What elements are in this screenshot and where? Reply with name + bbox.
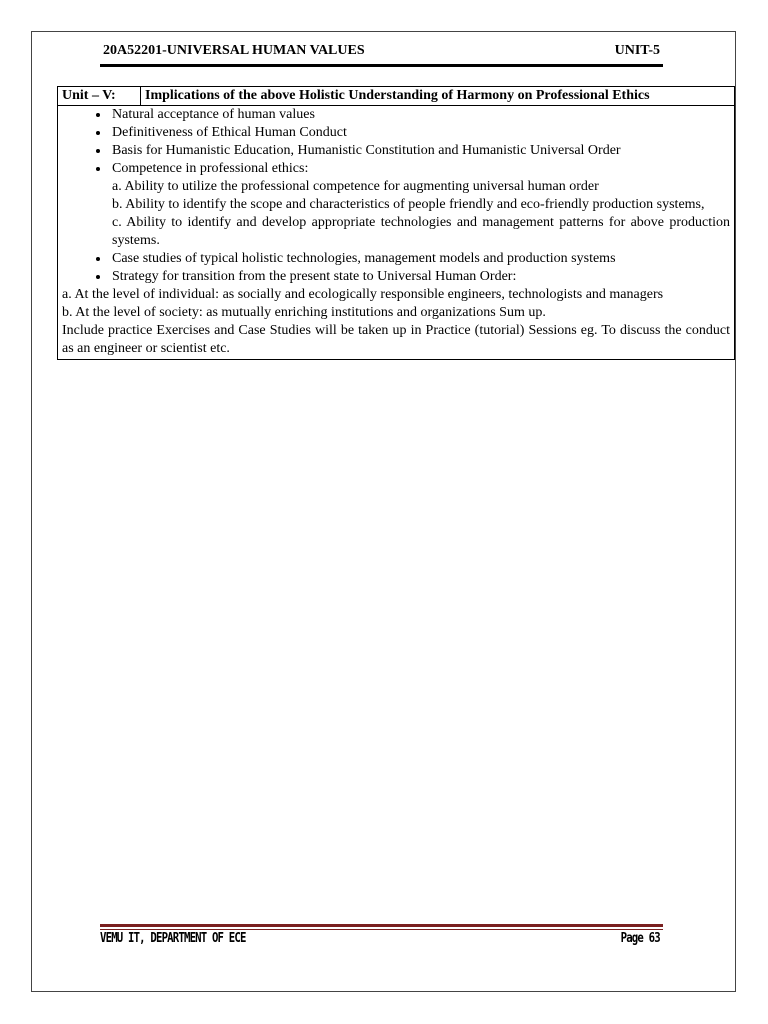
unit-label: Unit – V:	[58, 87, 141, 106]
level-item: b. At the level of society: as mutually enriching institutions and organizations Sum up.	[62, 305, 546, 320]
topic-item: • Basis for Humanistic Education, Humanistic Constitution and Humanistic Universal Order	[110, 142, 730, 160]
department-name: VEMU IT, DEPARTMENT OF ECE	[100, 931, 246, 946]
level-item: a. At the level of individual: as socially and ecologically responsible engineers, technologists and managers	[62, 287, 664, 302]
footer-divider	[100, 924, 663, 927]
syllabus-header-row	[58, 87, 735, 106]
topic-item: • Case studies of typical holistic technologies, management models and production systems	[110, 250, 730, 268]
header-divider	[100, 64, 663, 67]
course-title: 20A52201-UNIVERSAL HUMAN VALUES	[103, 43, 365, 58]
topic-item: • Competence in professional ethics: a. Ability to utilize the professional competence for augmenting universal human order b. Ability to identify the scope and characteristics of people friendly and eco-friendly production systems, c. Ability to identify and develop appropriate technologies and management patterns for above production systems.	[110, 160, 730, 250]
sub-topic: c. Ability to identify and develop appropriate technologies and management patterns for above production systems.	[112, 215, 730, 248]
syllabus-content-row	[58, 106, 735, 360]
footer-divider-thin	[100, 929, 663, 930]
topic-item: • Definitiveness of Ethical Human Conduct	[110, 124, 730, 142]
topic-item: • Strategy for transition from the present state to Universal Human Order:	[110, 268, 730, 286]
unit-number: UNIT-5	[614, 43, 660, 58]
topic-list	[62, 106, 730, 286]
topic-item: • Natural acceptance of human values	[110, 106, 730, 124]
syllabus-content	[58, 106, 735, 360]
sub-topic: b. Ability to identify the scope and characteristics of people friendly and eco-friendly production systems,	[112, 197, 705, 212]
page-number: Page 63	[620, 931, 660, 946]
practice-note: Include practice Exercises and Case Studies will be taken up in Practice (tutorial) Sessions eg. To discuss the conduct as an engineer or scientist etc.	[62, 323, 730, 356]
syllabus-table	[57, 86, 735, 360]
sub-topic: a. Ability to utilize the professional competence for augmenting universal human order	[112, 179, 599, 194]
unit-title: Implications of the above Holistic Understanding of Harmony on Professional Ethics	[141, 87, 735, 106]
